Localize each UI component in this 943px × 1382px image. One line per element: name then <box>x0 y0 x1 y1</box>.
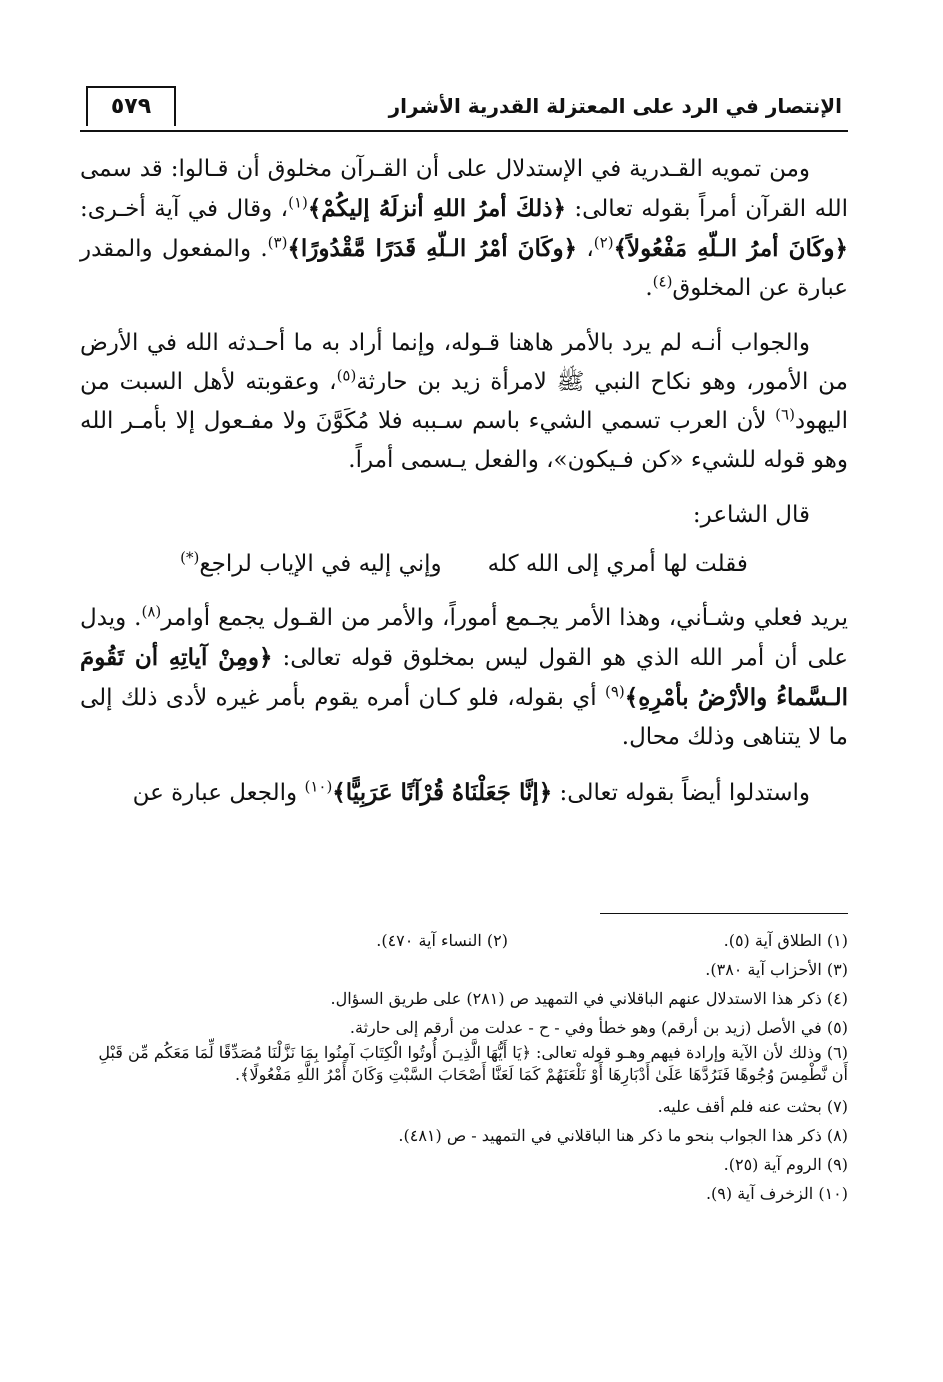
quran-quote: ﴿وكَانَ أمرُ الـلّهِ مَفْعُولاً﴾ <box>613 235 849 262</box>
page-header <box>80 80 848 132</box>
text: ، <box>577 236 594 262</box>
footnote-1: (١) الطلاق آية (٥). <box>723 931 848 950</box>
paragraph-2 <box>80 324 848 480</box>
footnote-ref: (١) <box>288 193 308 212</box>
footnote-7: (٧) بحثت عنه فلم أقف عليه. <box>657 1097 848 1116</box>
quran-quote: ﴿وكَانَ أمْرُ الـلّهِ قَدَرًا مَّقْدُورًا﴾ <box>287 235 578 262</box>
footnote-9: (٩) الروم آية (٢٥). <box>723 1155 848 1174</box>
hemistich-first: فقلت لها أمري إلى الله كله <box>487 551 748 577</box>
footnote-3: (٣) الأحزاب آية ٣٨٠). <box>705 960 848 979</box>
quran-quote: ﴿ومِنْ آياتِهِ أن تَقُومَ الـسَّماءُ والأرْضُ بأمْرِهِ﴾ <box>80 644 849 711</box>
main-text <box>80 150 848 829</box>
text: وإني إليه في الإياب لراجع <box>199 551 442 577</box>
footnote-4: (٤) ذكر هذا الاستدلال عنهم الباقلاني في التمهيد ص (٢٨١) على طريق السؤال. <box>330 989 848 1008</box>
footnote-ref: (٩) <box>604 682 625 701</box>
text: ومن تمويه القـدرية في الإستدلال على أن القـرآن مخلوق أن قـالوا: قد سمى الله القرآن أمراً بقوله تعالى: <box>80 156 848 222</box>
text: ، وعقوبته لأهل السبت من اليهود <box>80 369 848 434</box>
footnote-ref: (٨) <box>141 602 162 621</box>
text: ، وقال في آية أخـرى: <box>80 196 289 222</box>
paragraph-1 <box>80 150 848 308</box>
footnote-8: (٨) ذكر هذا الجواب بنحو ما ذكر هنا الباقلاني في التمهيد - ص (٤٨١). <box>398 1126 848 1145</box>
footnote-ref: (*) <box>180 548 200 567</box>
footnote-2: (٢) النساء آية ٤٧٠). <box>376 931 508 950</box>
text: لأن العرب تسمي الشيء باسم سـببه فلا مُكَوَّنَ ولا مفـعول إلا بأمـر الله وهو قوله للشيء «كن فـيكون»، والفعل يـسمى أمراً. <box>80 408 848 473</box>
text: . والمفعول والمقدر عبارة عن المخلوق <box>80 236 848 301</box>
footnote-ref: (٣) <box>267 233 288 252</box>
text: يريد فعلي وشـأني، وهذا الأمر يجـمع أموراً، والأمر من القـول يجمع أوامر <box>161 605 848 631</box>
footnotes <box>80 926 848 1208</box>
footnote-ref: (١٠) <box>304 777 333 796</box>
text: . ويدل على أن أمر الله الذي هو القول ليس بمخلوق قوله تعالى: <box>80 605 849 671</box>
quran-quote: ﴿إنَّا جَعَلْنَاهُ قُرْآنًا عَرَبِيًّا﴾ <box>332 779 553 806</box>
footnote-ref: (٦) <box>775 405 795 424</box>
hemistich-second <box>180 543 441 585</box>
footnote-5: (٥) في الأصل (زيد بن أرقم) وهو خطأ وفي - ح - عدلت من أرقم إلى حارثة. <box>349 1018 848 1037</box>
footnote-ref: (٢) <box>593 233 614 252</box>
poet-intro: قال الشاعر: <box>692 502 810 528</box>
footnote-ref: (٥) <box>336 366 357 385</box>
running-title: الإنتصار في الرد على المعتزلة القدرية الأشرار <box>388 94 842 118</box>
paragraph-4 <box>80 773 848 813</box>
footnote-6: (٦) وذلك لأن الآية وإرادة فيهم وهـو قوله تعالى: ﴿يَا أَيُّهَا الَّذِيـنَ أُوتُوا الْكِتَابَ آمِنُوا بِمَا نَزَّلْنَا مُصَدِّقًا لِّمَا مَعَكُم مِّن قَبْلِ أَن نَّطْمِسَ وُجُوهًا فَنَرُدَّهَا عَلَىٰ أَدْبَارِهَا أَوْ نَلْعَنَهُمْ كَمَا لَعَنَّا أَصْحَابَ السَّبْتِ وَكَانَ أَمْرُ اللَّهِ مَفْعُولًا﴾. <box>98 1043 848 1084</box>
text: والجواب أنـه لم يرد بالأمر هاهنا قـوله، وإنما أراد به ما أحـدثه الله في الأرض من الأمور، وهو نكاح النبي ﷺ لامرأة زيد بن حارثة <box>80 330 848 395</box>
footnote-ref: (٤) <box>652 272 673 291</box>
paragraph-3 <box>80 599 848 757</box>
text: . <box>645 275 653 301</box>
footnote-separator <box>600 913 848 914</box>
quran-quote: ﴿ذلكَ أمرُ اللهِ أنزلَهُ إليكُمْ﴾ <box>307 195 566 222</box>
footnote-10: (١٠) الزخرف آية (٩). <box>705 1184 848 1203</box>
text: واستدلوا أيضاً بقوله تعالى: <box>552 780 810 806</box>
text: والجعل عبارة عن <box>132 780 305 806</box>
page-number: ٥٧٩ <box>86 86 176 126</box>
text: أي بقوله، فلو كـان أمره يقوم بأمر غيره لأدى ذلك إلى ما لا يتناهى وذلك محال. <box>80 685 848 750</box>
poetry-verse <box>80 543 848 585</box>
footnote-row <box>80 926 848 955</box>
